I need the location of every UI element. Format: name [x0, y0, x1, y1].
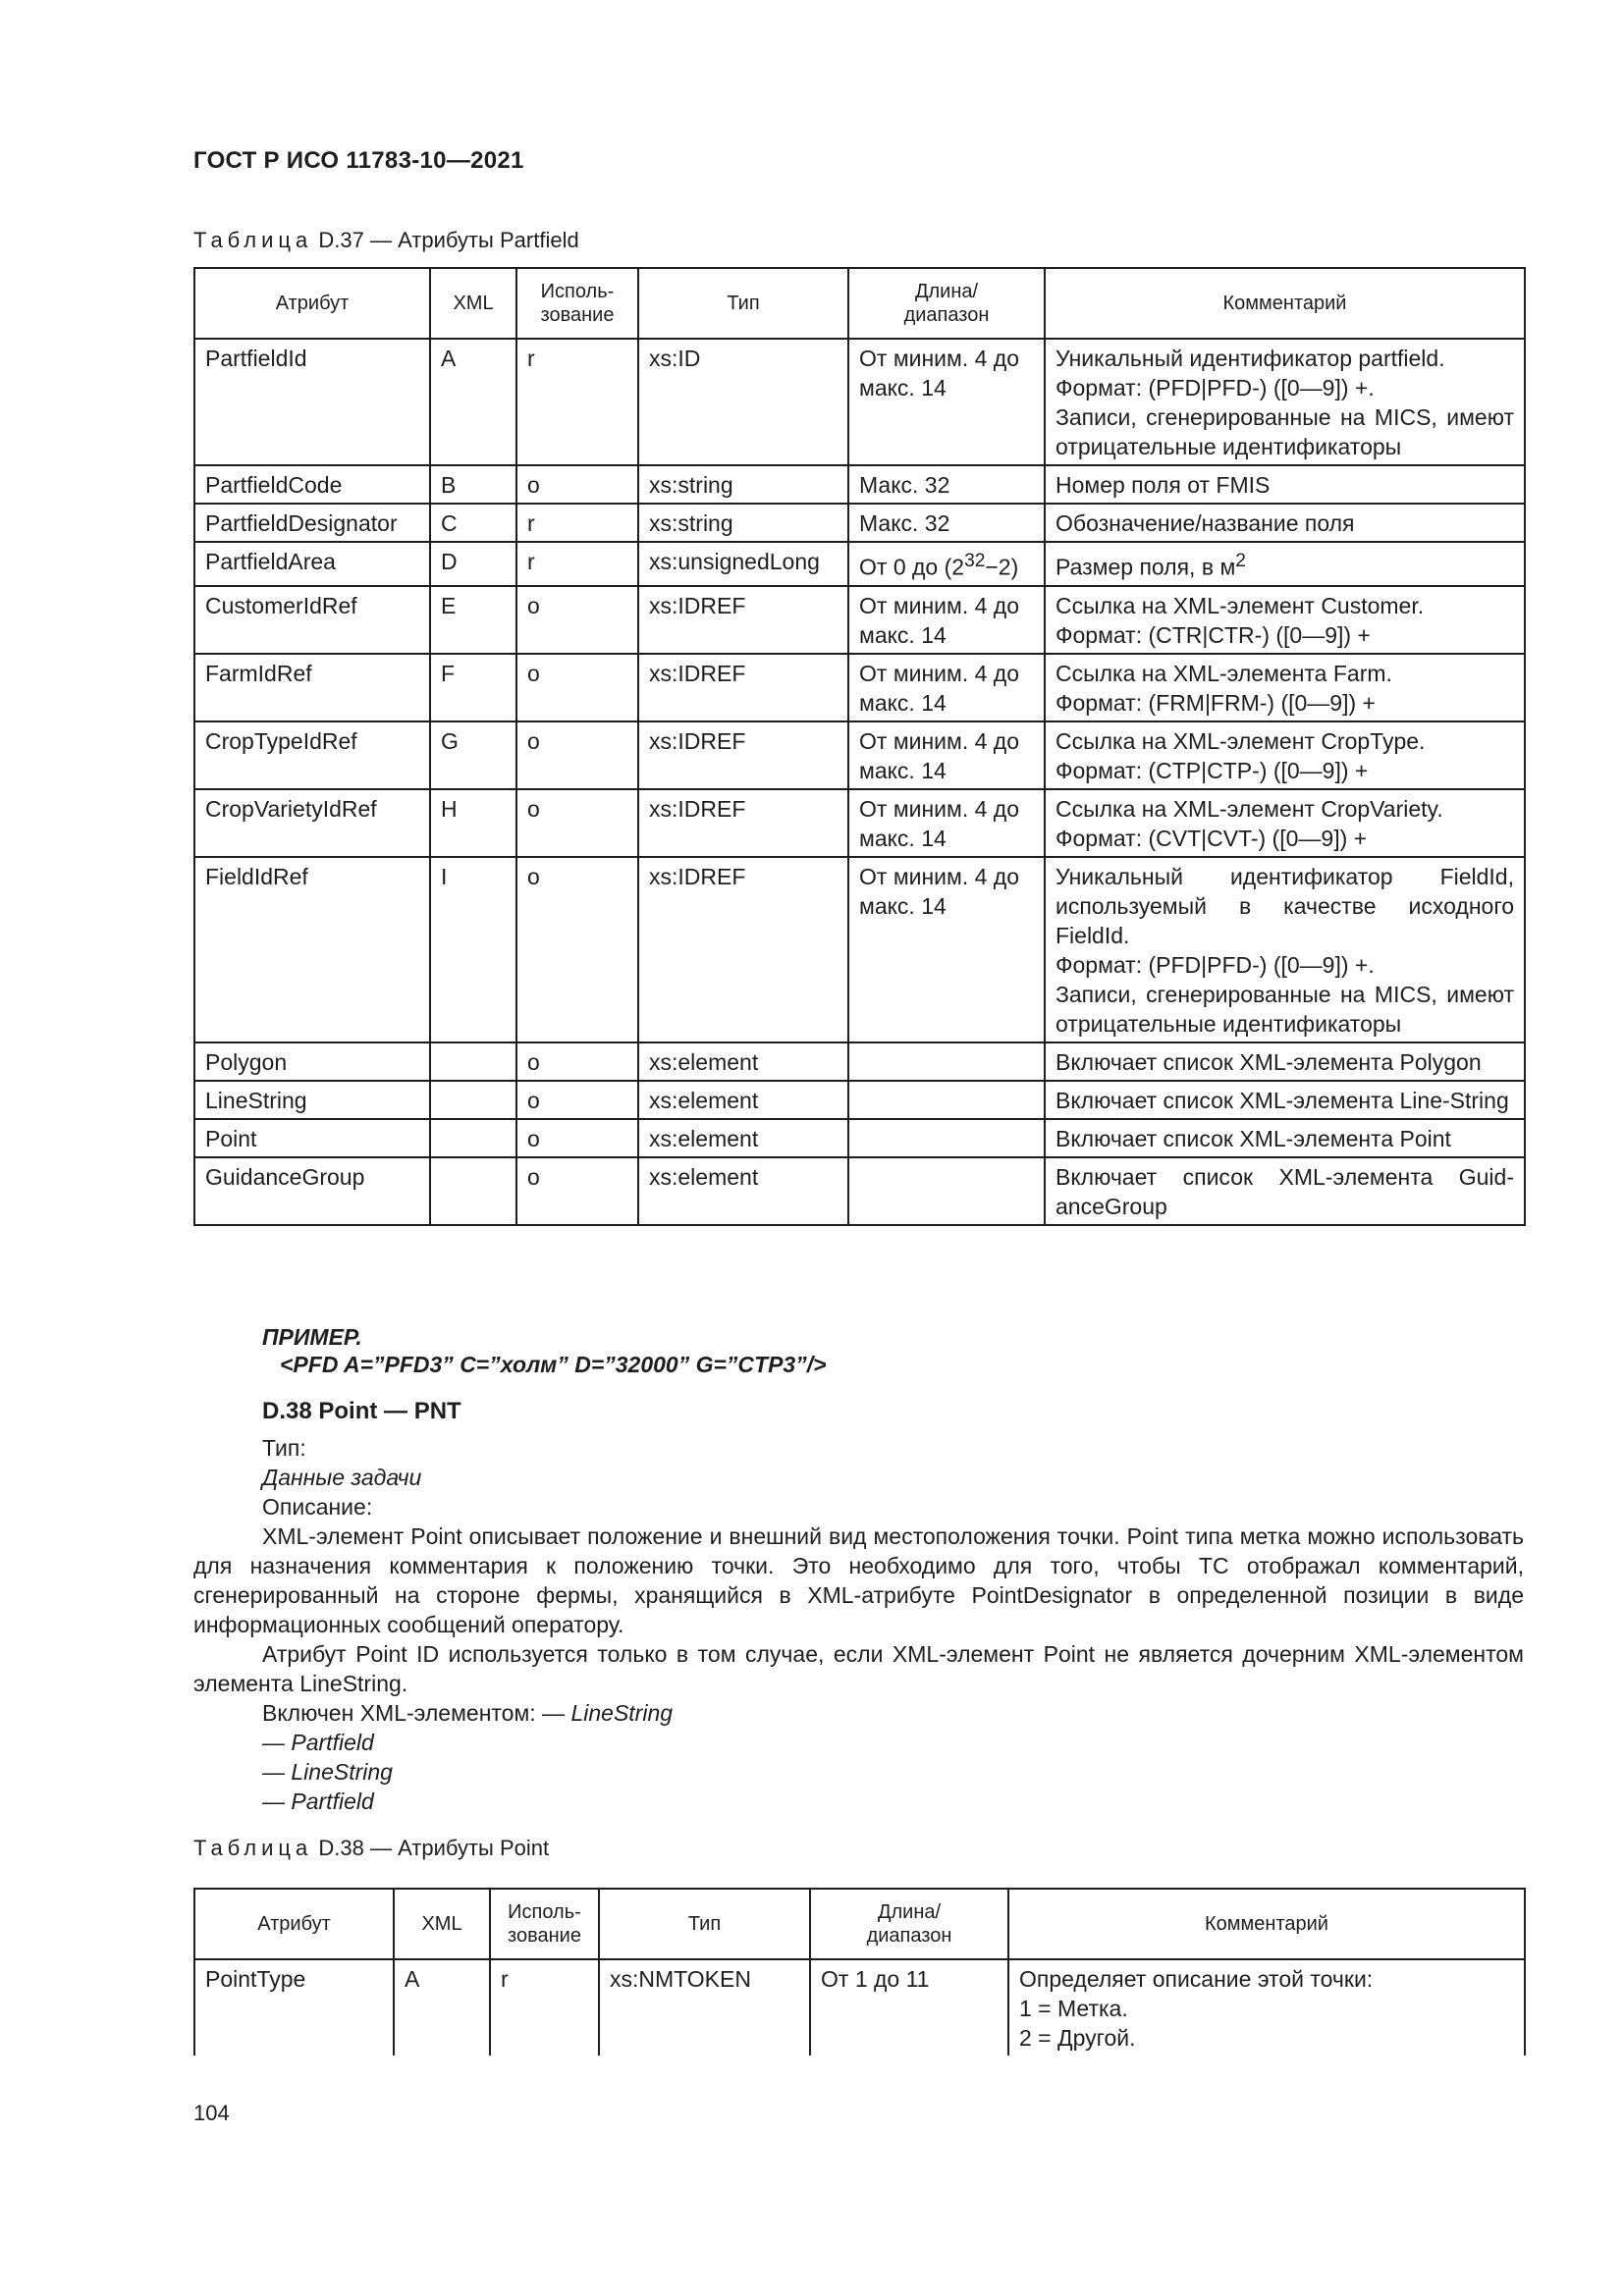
cell-comment: Включает список XML-элемента Point — [1045, 1119, 1525, 1157]
cell-type: xs:element — [638, 1081, 848, 1119]
cell-usage: o — [516, 789, 638, 857]
cell-attribute: PartfieldArea — [194, 542, 430, 586]
cell-range — [848, 542, 1045, 586]
cell-usage: o — [516, 1157, 638, 1225]
included-in-line — [193, 1698, 1524, 1728]
range-exponent: 32 — [964, 551, 986, 571]
col-header: Исполь- зование — [490, 1889, 599, 1959]
page-number: 104 — [193, 2101, 230, 2125]
cell-attribute: PointType — [194, 1959, 394, 2056]
description-paragraph: Атрибут Point ID используется только в том случае, если XML-элемент Point не является дочерним XML-элементом элемента LineString. — [193, 1641, 1524, 1696]
col-header: Атрибут — [194, 1889, 394, 1959]
table-row — [194, 1157, 1525, 1225]
col-header: Длина/ диапазон — [810, 1889, 1008, 1959]
cell-attribute: CropVarietyIdRef — [194, 789, 430, 857]
cell-comment: Ссылка на XML-элемент CropVariety. Формат: (CVT|CVT-) ([0—9]) + — [1045, 789, 1525, 857]
cell-xml: C — [430, 504, 516, 542]
section-title: D.38 Point — PNT — [262, 1398, 461, 1424]
cell-xml — [430, 1119, 516, 1157]
cell-range: От миним. 4 до макс. 14 — [848, 654, 1045, 721]
cell-comment: Включает список XML-элемента Polygon — [1045, 1042, 1525, 1081]
included-item: — Partfield — [262, 1789, 374, 1814]
cell-usage: o — [516, 721, 638, 789]
included-item: LineString — [570, 1700, 674, 1726]
caption-prefix: Таблица — [193, 228, 313, 252]
caption-prefix: Таблица — [193, 1836, 313, 1860]
cell-xml: A — [394, 1959, 490, 2056]
cell-attribute: Point — [194, 1119, 430, 1157]
table-header-row — [194, 1889, 1525, 1959]
cell-attribute: PartfieldDesignator — [194, 504, 430, 542]
cell-xml: A — [430, 339, 516, 465]
cell-attribute: CustomerIdRef — [194, 586, 430, 654]
table-header-row — [194, 268, 1525, 339]
included-item: — Partfield — [262, 1730, 374, 1755]
type-value: Данные задачи — [262, 1465, 422, 1490]
page-header: ГОСТ Р ИСО 11783-10—2021 — [193, 147, 524, 174]
cell-usage: r — [490, 1959, 599, 2056]
cell-range — [848, 1119, 1045, 1157]
cell-usage: o — [516, 1081, 638, 1119]
table-row — [194, 586, 1525, 654]
cell-type: xs:element — [638, 1042, 848, 1081]
cell-range: От миним. 4 до макс. 14 — [848, 339, 1045, 465]
cell-xml: G — [430, 721, 516, 789]
table-row — [194, 721, 1525, 789]
cell-comment: Уникальный идентификатор FieldId, используемый в качестве исходного FieldId. Формат: (PFD|PFD-) ([0—9]) +. Записи, сгенерированные на MICS, имеют отрицательные идентификаторы — [1045, 857, 1525, 1042]
cell-type: xs:element — [638, 1119, 848, 1157]
cell-usage: o — [516, 1042, 638, 1081]
description-label: Описание: — [262, 1494, 373, 1520]
cell-type: xs:IDREF — [638, 857, 848, 1042]
table-row — [194, 465, 1525, 504]
cell-xml: D — [430, 542, 516, 586]
cell-xml: I — [430, 857, 516, 1042]
cell-type: xs:NMTOKEN — [599, 1959, 810, 2056]
cell-type: xs:IDREF — [638, 654, 848, 721]
cell-range: От 1 до 11 — [810, 1959, 1008, 2056]
cell-xml — [430, 1081, 516, 1119]
cell-comment: Включает список XML-элемента Guid-anceGroup — [1045, 1157, 1525, 1225]
cell-usage: o — [516, 1119, 638, 1157]
cell-range: Макс. 32 — [848, 504, 1045, 542]
cell-type: xs:string — [638, 504, 848, 542]
cell-range — [848, 1081, 1045, 1119]
cell-attribute: PartfieldId — [194, 339, 430, 465]
col-header: Длина/ диапазон — [848, 268, 1045, 339]
cell-attribute: Polygon — [194, 1042, 430, 1081]
cell-comment — [1045, 542, 1525, 586]
cell-usage: o — [516, 465, 638, 504]
section-body — [193, 1433, 1524, 1816]
table-caption-d37 — [193, 228, 579, 253]
cell-comment: Обозначение/название поля — [1045, 504, 1525, 542]
col-header: Атрибут — [194, 268, 430, 339]
cell-comment: Номер поля от FMIS — [1045, 465, 1525, 504]
included-item: — LineString — [262, 1759, 393, 1785]
col-header: XML — [394, 1889, 490, 1959]
table-row — [194, 789, 1525, 857]
description-paragraph: XML-элемент Point описывает положение и внешний вид местоположения точки. Point типа метка можно использовать для назначения комментария к положению точки. Это необходимо для того, чтобы ТС отображал комментарий, сгенерированный на стороне фермы, хранящийся в XML-атрибуте PointDesignator в определенной позиции в виде информационных сообщений оператору. — [193, 1523, 1524, 1637]
cell-comment: Ссылка на XML-элемента Farm. Формат: (FRM|FRM-) ([0—9]) + — [1045, 654, 1525, 721]
cell-comment: Определяет описание этой точки: 1 = Метка. 2 = Другой. — [1008, 1959, 1525, 2056]
table-row — [194, 339, 1525, 465]
cell-range: Макс. 32 — [848, 465, 1045, 504]
cell-usage: o — [516, 586, 638, 654]
comment-exponent: 2 — [1235, 551, 1246, 571]
cell-attribute: FarmIdRef — [194, 654, 430, 721]
cell-xml — [430, 1042, 516, 1081]
table-row — [194, 857, 1525, 1042]
cell-type: xs:IDREF — [638, 789, 848, 857]
cell-xml: E — [430, 586, 516, 654]
col-header: Тип — [638, 268, 848, 339]
cell-type: xs:element — [638, 1157, 848, 1225]
col-header: Комментарий — [1045, 268, 1525, 339]
caption-text: D.37 — Атрибуты Partfield — [312, 228, 579, 252]
example-label: ПРИМЕР. — [262, 1324, 362, 1350]
cell-attribute: CropTypeIdRef — [194, 721, 430, 789]
table-caption-d38 — [193, 1836, 549, 1861]
range-text: От 0 до (2 — [859, 554, 965, 580]
cell-usage: r — [516, 339, 638, 465]
cell-range: От миним. 4 до макс. 14 — [848, 721, 1045, 789]
cell-comment: Ссылка на XML-элемент CropType. Формат: (CTP|CTP-) ([0—9]) + — [1045, 721, 1525, 789]
cell-type: xs:string — [638, 465, 848, 504]
cell-comment: Уникальный идентификатор partfield. Формат: (PFD|PFD-) ([0—9]) +. Записи, сгенерированные на MICS, имеют отрицательные идентификаторы — [1045, 339, 1525, 465]
cell-range: От миним. 4 до макс. 14 — [848, 789, 1045, 857]
cell-range: От миним. 4 до макс. 14 — [848, 857, 1045, 1042]
table-d38 — [193, 1888, 1526, 2056]
example-code: <PFD A=”PFD3” C=”холм” D=”32000” G=”CTP3”/> — [280, 1352, 827, 1377]
cell-attribute: LineString — [194, 1081, 430, 1119]
cell-range — [848, 1157, 1045, 1225]
cell-attribute: FieldIdRef — [194, 857, 430, 1042]
cell-xml: H — [430, 789, 516, 857]
type-label: Тип: — [262, 1435, 306, 1461]
cell-comment: Ссылка на XML-элемент Customer. Формат: (CTR|CTR-) ([0—9]) + — [1045, 586, 1525, 654]
cell-type: xs:IDREF — [638, 721, 848, 789]
table-row — [194, 504, 1525, 542]
cell-attribute: PartfieldCode — [194, 465, 430, 504]
cell-type: xs:unsignedLong — [638, 542, 848, 586]
col-header: Тип — [599, 1889, 810, 1959]
included-label: Включен XML-элементом: — — [262, 1700, 571, 1726]
cell-usage: o — [516, 857, 638, 1042]
cell-xml: B — [430, 465, 516, 504]
cell-usage: r — [516, 504, 638, 542]
caption-text: D.38 — Атрибуты Point — [312, 1836, 550, 1860]
table-row — [194, 654, 1525, 721]
cell-type: xs:IDREF — [638, 586, 848, 654]
cell-attribute: GuidanceGroup — [194, 1157, 430, 1225]
cell-range — [848, 1042, 1045, 1081]
cell-type: xs:ID — [638, 339, 848, 465]
col-header: Комментарий — [1008, 1889, 1525, 1959]
table-d37 — [193, 267, 1526, 1226]
col-header: Исполь- зование — [516, 268, 638, 339]
cell-xml — [430, 1157, 516, 1225]
comment-text: Размер поля, в м — [1056, 554, 1236, 580]
cell-usage: o — [516, 654, 638, 721]
table-row — [194, 1119, 1525, 1157]
table-row — [194, 1081, 1525, 1119]
cell-usage: r — [516, 542, 638, 586]
table-row — [194, 1959, 1525, 2056]
table-row — [194, 1042, 1525, 1081]
table-row — [194, 542, 1525, 586]
cell-xml: F — [430, 654, 516, 721]
col-header: XML — [430, 268, 516, 339]
cell-comment: Включает список XML-элемента Line-String — [1045, 1081, 1525, 1119]
cell-range: От миним. 4 до макс. 14 — [848, 586, 1045, 654]
range-text-end: −2) — [985, 554, 1019, 580]
